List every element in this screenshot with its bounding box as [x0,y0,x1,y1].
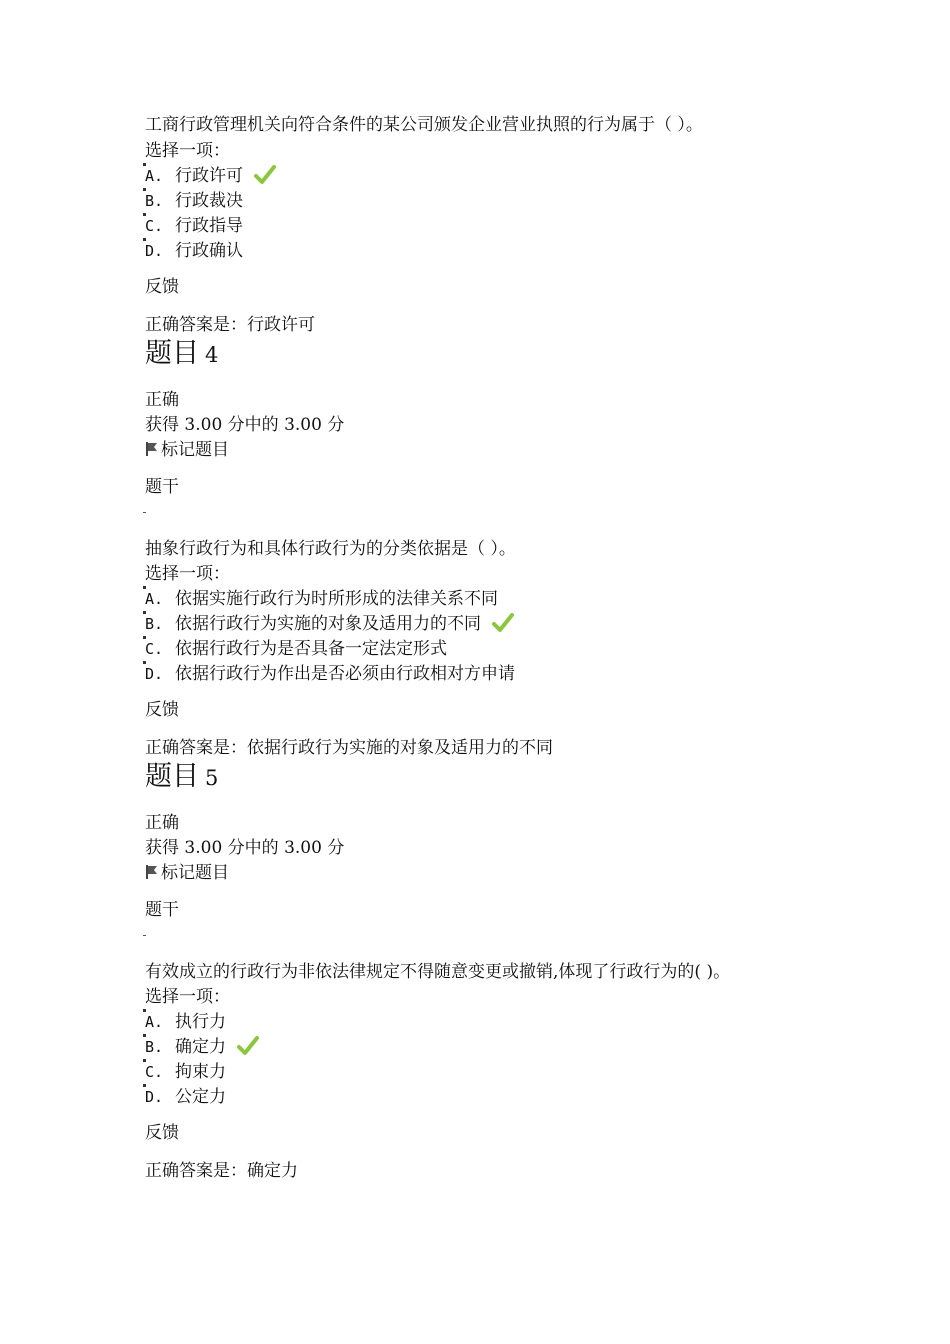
q5-feedback-label: 反馈 [145,1123,179,1143]
option-text: 公定力 [175,1087,226,1107]
q5-title: 题目 5 [145,761,219,792]
q5-score: 获得 3.00 分中的 3.00 分 [145,838,345,858]
q3-option-b[interactable] [145,190,243,212]
q4-stem-label: 题干 [145,477,179,497]
q3-option-a[interactable] [145,165,276,187]
option-letter: B. [145,1038,164,1056]
option-text: 行政裁决 [175,191,243,211]
flag-icon [145,864,159,880]
q4-option-c[interactable] [145,638,447,660]
option-letter: D. [145,665,164,683]
option-text: 拘束力 [175,1062,226,1082]
q5-number: 5 [205,766,219,790]
q3-option-d[interactable] [145,240,243,262]
q5-option-a[interactable] [145,1011,226,1033]
q5-stem-label: 题干 [145,900,179,920]
divider-dot [143,512,146,513]
option-letter: D. [145,1088,164,1106]
flag-label: 标记题目 [161,863,229,883]
q4-feedback-label: 反馈 [145,700,179,720]
q3-feedback-label: 反馈 [145,277,179,297]
q4-flag-question[interactable] [145,439,229,461]
option-text: 行政确认 [175,241,243,261]
option-letter: A. [145,1013,164,1031]
checkmark-icon [492,613,514,633]
q4-title: 题目 4 [145,338,219,369]
option-letter: A. [145,590,164,608]
q4-option-a[interactable] [145,588,498,610]
q5-option-c[interactable] [145,1061,226,1083]
option-letter: D. [145,242,164,260]
q4-option-b[interactable] [145,613,514,635]
q5-option-b[interactable] [145,1036,259,1058]
q3-correct-answer: 正确答案是：行政许可 [145,315,315,335]
q5-option-d[interactable] [145,1086,226,1108]
q4-number: 4 [205,343,219,367]
option-text: 行政许可 [175,166,243,186]
flag-label: 标记题目 [161,440,229,460]
option-text: 执行力 [175,1012,226,1032]
divider-dot [143,935,146,936]
option-letter: C. [145,217,164,235]
q4-score: 获得 3.00 分中的 3.00 分 [145,415,345,435]
q4-status: 正确 [145,390,179,410]
q5-question: 有效成立的行政行为非依法律规定不得随意变更或撤销,体现了行政行为的( )。 [145,962,731,982]
q4-option-d[interactable] [145,663,515,685]
option-text: 行政指导 [175,216,243,236]
q3-choose-label: 选择一项： [145,141,230,161]
option-text: 依据行政行为是否具备一定法定形式 [175,639,447,659]
option-letter: C. [145,1063,164,1081]
q5-choose-label: 选择一项： [145,987,230,1007]
q5-status: 正确 [145,813,179,833]
q4-choose-label: 选择一项： [145,564,230,584]
checkmark-icon [237,1036,259,1056]
q3-option-c[interactable] [145,215,243,237]
option-letter: B. [145,615,164,633]
checkmark-icon [254,165,276,185]
option-text: 依据行政行为作出是否必须由行政相对方申请 [175,664,515,684]
option-text: 依据实施行政行为时所形成的法律关系不同 [175,589,498,609]
option-text: 确定力 [175,1037,226,1057]
q4-correct-answer: 正确答案是：依据行政行为实施的对象及适用力的不同 [145,738,553,758]
q4-question: 抽象行政行为和具体行政行为的分类依据是（ ）。 [145,539,516,559]
q5-flag-question[interactable] [145,862,229,884]
option-letter: A. [145,167,164,185]
flag-icon [145,441,159,457]
option-letter: B. [145,192,164,210]
q3-question: 工商行政管理机关向符合条件的某公司颁发企业营业执照的行为属于（ ）。 [145,115,703,135]
q5-correct-answer: 正确答案是：确定力 [145,1161,298,1181]
option-text: 依据行政行为实施的对象及适用力的不同 [175,614,481,634]
option-letter: C. [145,640,164,658]
